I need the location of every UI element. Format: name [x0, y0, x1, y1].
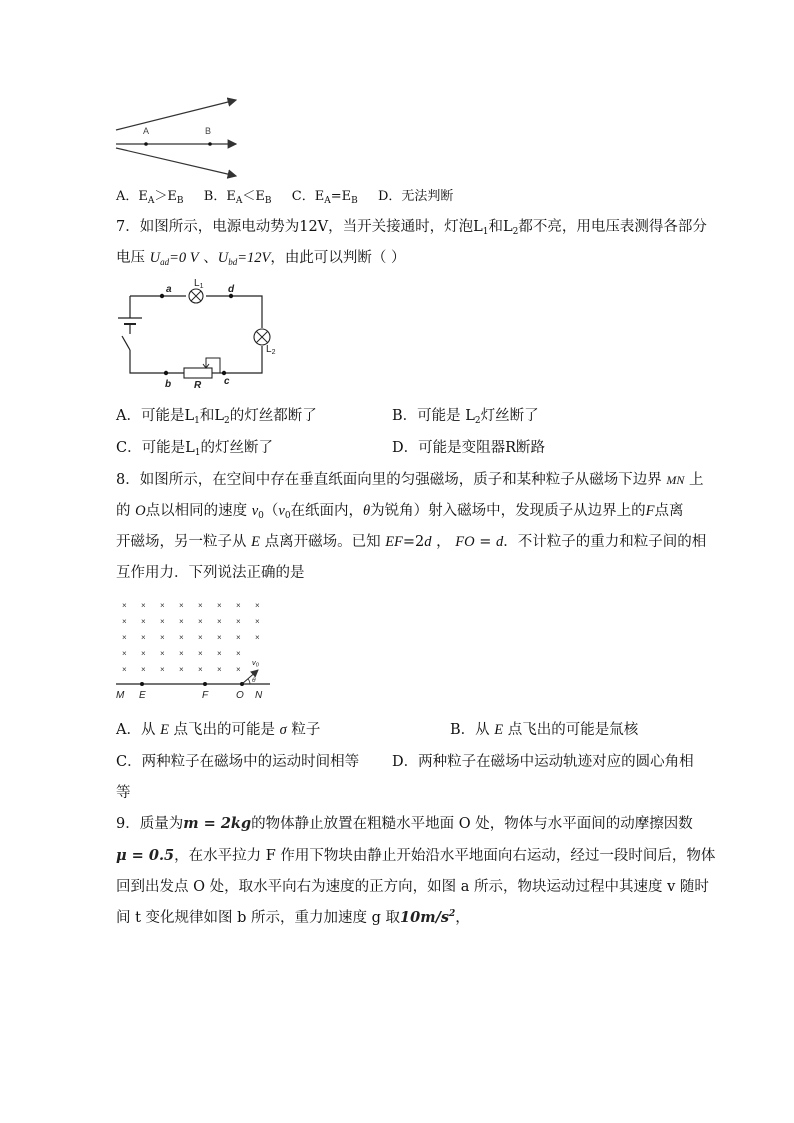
q8-option-d-wrap: 等: [116, 785, 131, 801]
label-n: N: [255, 690, 263, 701]
q9-line1: 9．质量为m = 2kg的物体静止放置在粗糙水平地面 O 处，物体与水平面间的动摩擦因数: [116, 815, 693, 832]
field-cross-mark: ×: [198, 649, 203, 658]
magnetic-field-figure: [114, 598, 274, 702]
q6-option-b: B．$E_A<E_B$: [203, 189, 272, 206]
field-cross-mark: ×: [141, 617, 146, 626]
field-cross-mark: ×: [236, 601, 241, 610]
field-line-top: [116, 100, 236, 130]
label-b: B: [205, 126, 212, 136]
field-cross-mark: ×: [160, 665, 165, 674]
label-node-d: d: [228, 284, 235, 295]
field-cross-mark: ×: [141, 601, 146, 610]
label-o: O: [236, 690, 244, 701]
field-cross-mark: ×: [236, 649, 241, 658]
field-cross-mark: ×: [160, 633, 165, 642]
point-b: [208, 142, 212, 146]
q8-option-b: B．从 E 点飞出的可能是氚核: [450, 722, 639, 738]
field-cross-mark: ×: [217, 617, 222, 626]
field-cross-mark: ×: [141, 665, 146, 674]
point-e: [140, 682, 144, 686]
field-cross-mark: ×: [179, 617, 184, 626]
field-cross-mark: ×: [160, 649, 165, 658]
q8-option-a: A．从 E 点飞出的可能是 σ 粒子: [116, 722, 321, 738]
q9-line2: μ = 0.5，在水平拉力 F 作用下物块由静止开始沿水平地面向右运动，经过一段时间后，物体: [116, 847, 716, 864]
label-node-c: c: [224, 376, 230, 387]
lamp-l1: [189, 289, 203, 303]
q7-line2: 电压 $U_{ad}=0$ V 、$U_{bd}=12V$，由此可以判断（ ）: [116, 250, 406, 267]
q7-option-a: A．可能是$L_1$和$L_2$的灯丝都断了: [116, 408, 317, 426]
q6-option-a: A．$E_A>E_B$: [116, 189, 184, 206]
q8-line3: 开磁场，另一粒子从 E 点离开磁场。已知 EF=2d ， FO = d．不计粒子的重力和粒子间的相: [116, 534, 707, 550]
q8-option-d: D．两种粒子在磁场中运动轨迹对应的圆心角相: [392, 754, 694, 770]
q7-line1: 7．如图所示，电源电动势为12V，当开关接通时，灯泡$L_1$和$L_2$都不亮，用电压表测得各部分: [116, 219, 707, 237]
node-a: [160, 294, 164, 298]
field-line-bottom: [116, 148, 236, 176]
q7-option-b: B．可能是 $L_2$灯丝断了: [392, 408, 539, 426]
q9-line3: 回到出发点 O 处，取水平向右为速度的正方向，如图 a 所示，物块运动过程中其速度 v 随时: [116, 879, 709, 895]
field-cross-mark: ×: [179, 665, 184, 674]
circuit-diagram: [116, 278, 276, 390]
field-cross-mark: ×: [160, 617, 165, 626]
field-cross-mark: ×: [122, 617, 127, 626]
field-cross-mark: ×: [179, 601, 184, 610]
q6-option-d: D．无法判断: [377, 189, 454, 204]
node-c: [222, 371, 226, 375]
q8-line1: 8．如图所示，在空间中存在垂直纸面向里的匀强磁场，质子和某种粒子从磁场下边界 MN 上: [116, 472, 704, 488]
q8-line2: 的 O点以相同的速度 $v_0(v_0$在纸面内，θ为锐角）射入磁场中，发现质子从边界上的F点离: [116, 503, 684, 521]
field-cross-mark: ×: [217, 665, 222, 674]
label-r: R: [194, 380, 202, 390]
q7-option-c: C．可能是$L_1$的灯丝断了: [116, 440, 273, 458]
q7-option-d: D．可能是变阻器R断路: [392, 440, 546, 456]
label-l1: $L_1$: [194, 278, 204, 290]
label-node-b: b: [165, 379, 172, 390]
angle-theta-arc: [248, 679, 250, 684]
switch-blade: [122, 336, 130, 350]
field-cross-mark: ×: [160, 601, 165, 610]
field-cross-mark: ×: [255, 617, 260, 626]
q6-option-c: C．$E_A=E_B$: [291, 189, 358, 206]
q6-options: [116, 185, 453, 206]
field-cross-mark: ×: [198, 601, 203, 610]
field-cross-mark: ×: [141, 633, 146, 642]
q8-line4: 互作用力．下列说法正确的是: [116, 565, 305, 581]
label-theta: θ: [252, 677, 256, 684]
label-f: F: [202, 690, 209, 701]
field-cross-mark: ×: [122, 601, 127, 610]
field-cross-mark: ×: [179, 633, 184, 642]
label-v0: $v_0$: [252, 658, 259, 669]
rheostat-r: [184, 358, 220, 378]
field-cross-mark: ×: [122, 665, 127, 674]
label-node-a: a: [166, 284, 172, 295]
label-a: A: [143, 126, 150, 136]
lamp-l2: [254, 329, 270, 345]
point-a: [144, 142, 148, 146]
q9-line4: 间 t 变化规律如图 b 所示，重力加速度 g 取$10m/s^2$，: [116, 909, 470, 926]
q8-option-c: C．两种粒子在磁场中的运动时间相等: [116, 754, 360, 770]
label-l2: $L_2$: [266, 344, 276, 356]
field-cross-mark: ×: [122, 633, 127, 642]
field-cross-mark: ×: [179, 649, 184, 658]
field-cross-mark: ×: [236, 617, 241, 626]
field-cross-mark: ×: [122, 649, 127, 658]
field-cross-mark: ×: [236, 633, 241, 642]
field-cross-mark: ×: [141, 649, 146, 658]
node-b: [164, 371, 168, 375]
field-lines-figure: [112, 94, 242, 180]
field-cross-mark: ×: [255, 633, 260, 642]
field-cross-mark: ×: [255, 601, 260, 610]
field-cross-mark: ×: [217, 633, 222, 642]
label-m: M: [116, 690, 125, 701]
field-cross-mark: ×: [217, 601, 222, 610]
label-e: E: [139, 690, 146, 701]
field-cross-mark: ×: [236, 665, 241, 674]
point-f: [203, 682, 207, 686]
field-cross-mark: ×: [198, 617, 203, 626]
field-cross-mark: ×: [198, 633, 203, 642]
field-cross-mark: ×: [217, 649, 222, 658]
field-cross-mark: ×: [198, 665, 203, 674]
